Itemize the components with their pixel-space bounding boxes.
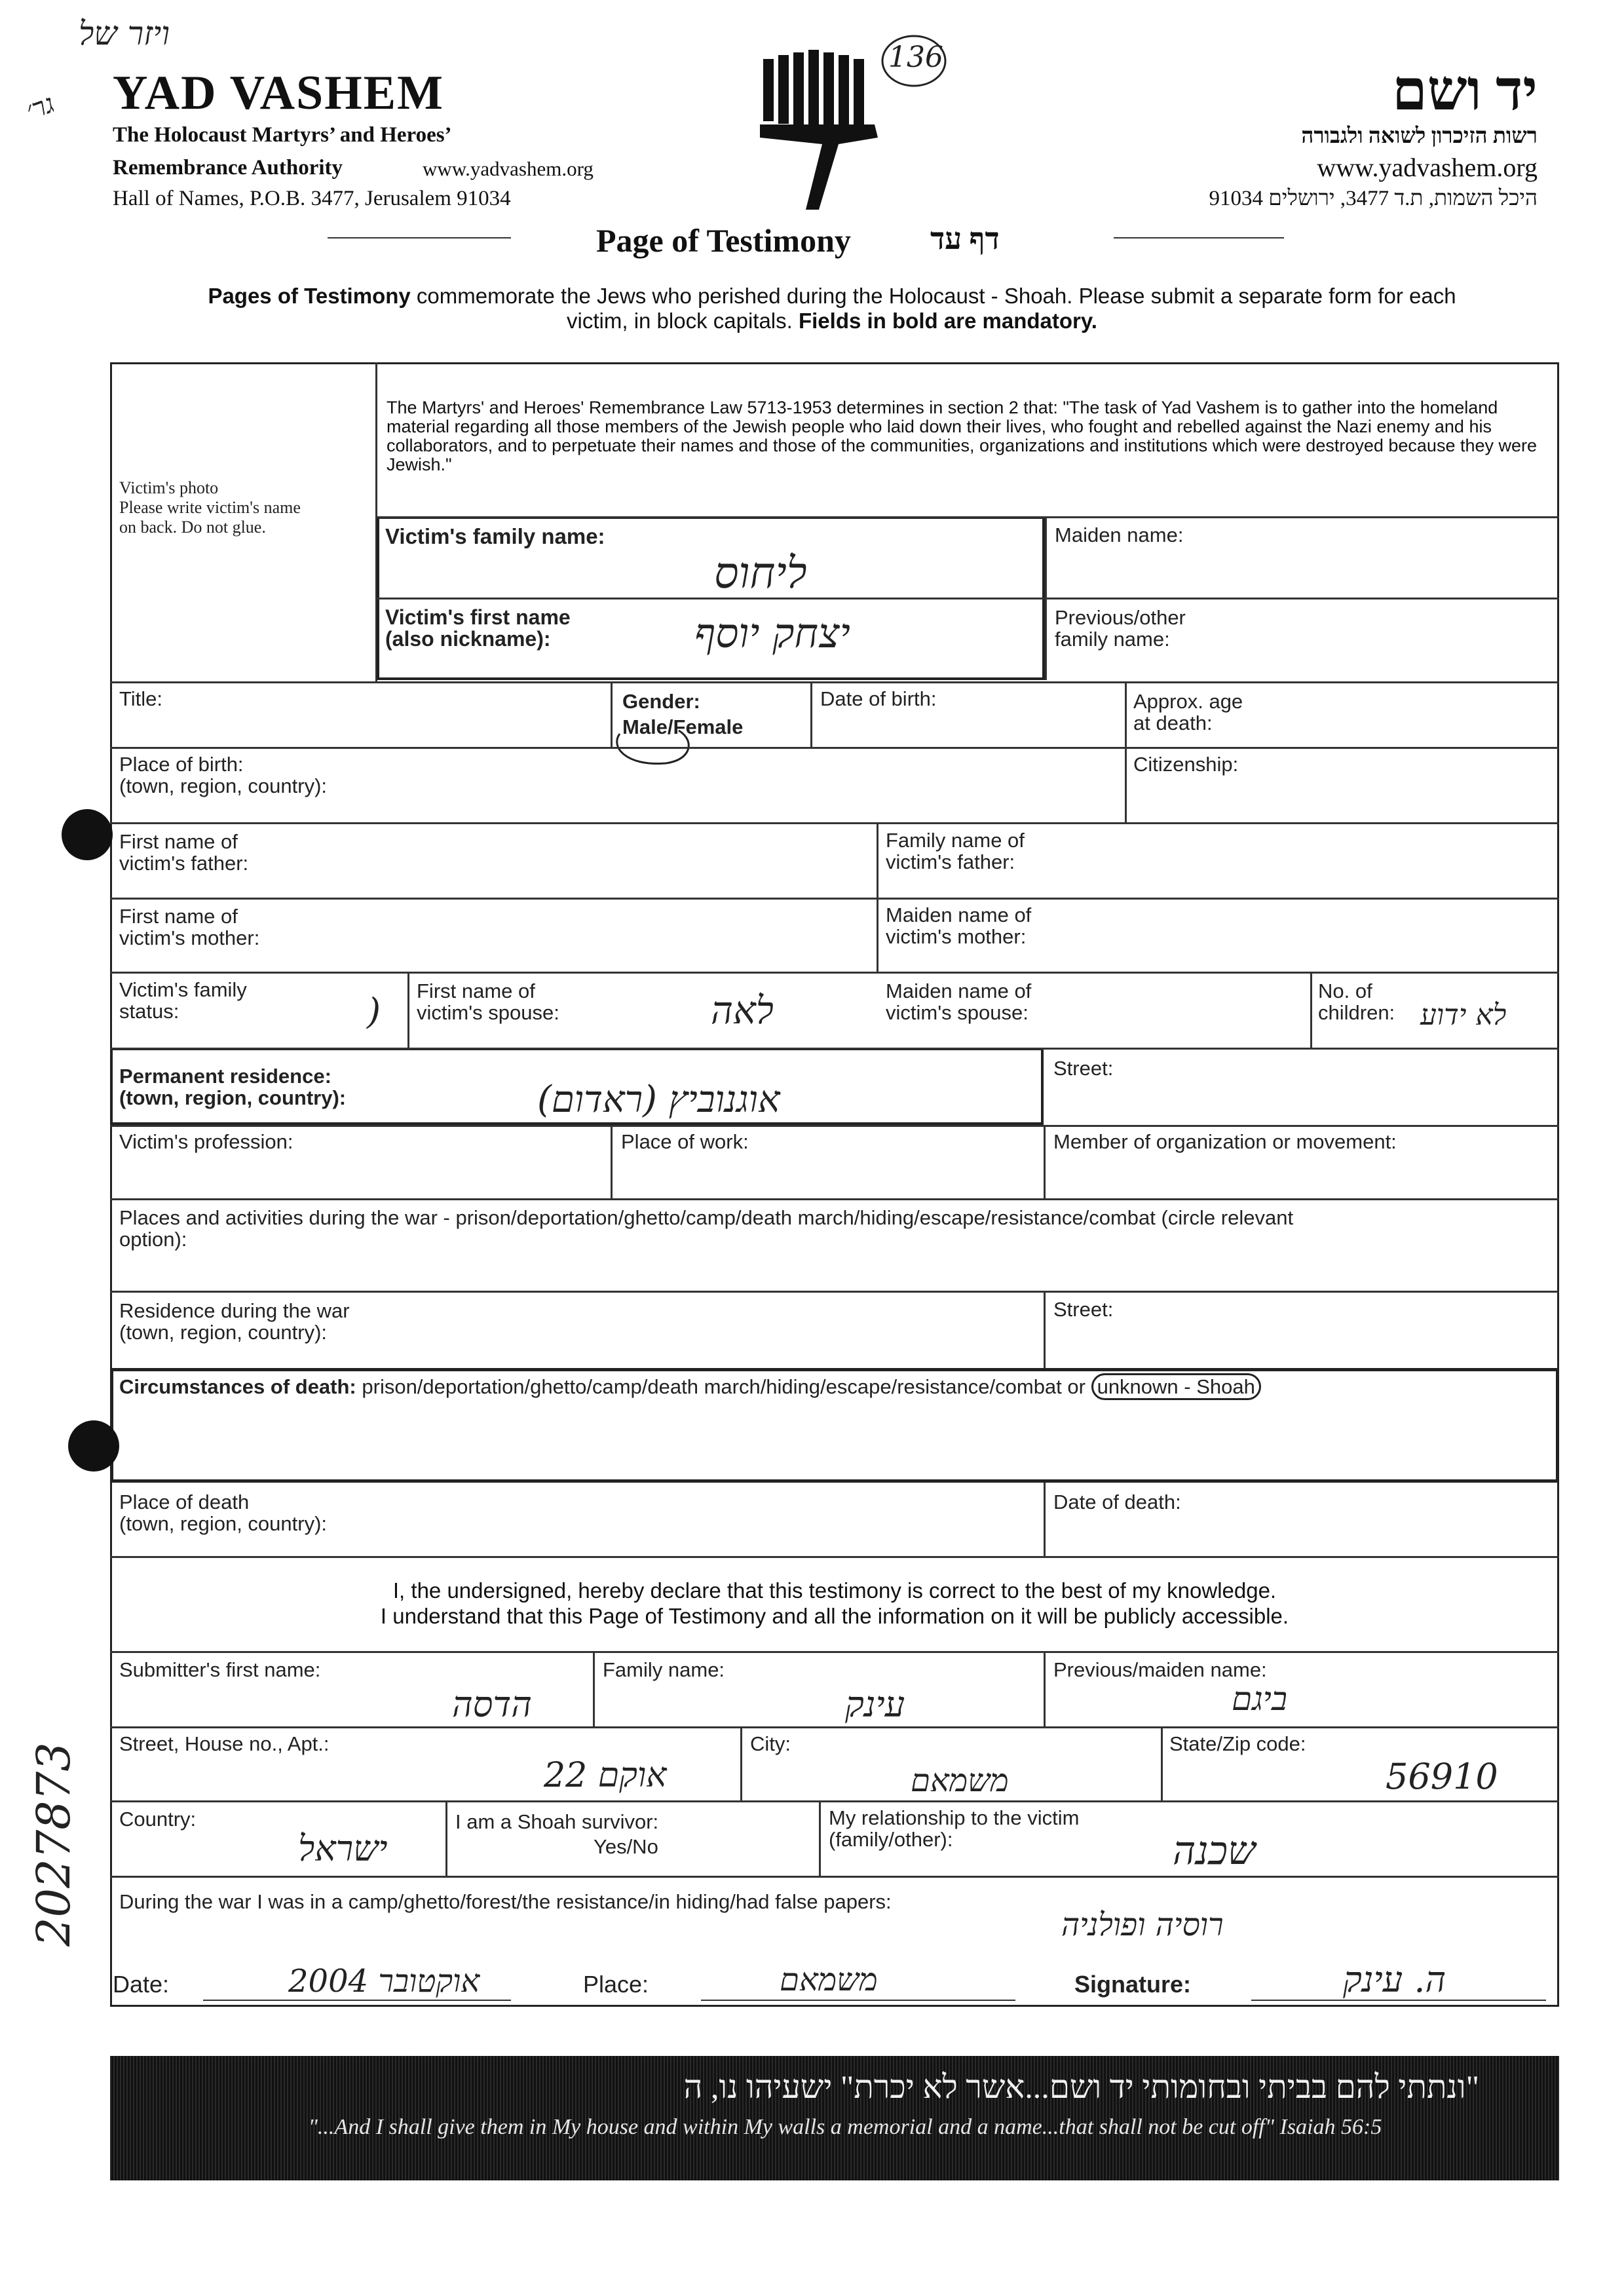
declaration-line2: I understand that this Page of Testimony and all the information on it will be publicly accessible. <box>380 1604 1289 1628</box>
gender-value[interactable]: Male/Female <box>622 715 744 738</box>
circumstances-circled[interactable]: unknown - Shoah <box>1091 1373 1261 1400</box>
place-value[interactable]: משמאם <box>780 1962 878 1998</box>
activities-label: Places and activities during the war - prison/deportation/ghetto/camp/death march/hiding/escape/resistance/combat (circle relevant option): <box>119 1206 1294 1251</box>
war-street-label: Street: <box>1053 1298 1114 1321</box>
org-name-en: YAD VASHEM <box>113 66 444 120</box>
residence-label: Permanent residence: (town, region, country): <box>119 1065 347 1109</box>
declaration-line1: I, the undersigned, hereby declare that this testimony is correct to the best of my knowledge. <box>392 1578 1277 1603</box>
submitter-first-label: Submitter's first name: <box>119 1658 321 1681</box>
first-name-label: Victim's first name (also nickname): <box>385 605 571 651</box>
mother-first-label: First name of victim's mother: <box>119 905 260 949</box>
children-value[interactable]: לא ידוע <box>1420 998 1507 1032</box>
relationship-value[interactable]: שכנה <box>1173 1828 1256 1874</box>
intro-text <box>118 284 1546 333</box>
footer-english-quote: "...And I shall give them in My house and within My walls a memorial and a name...that shall not be cut off" Isaiah 56:5 <box>308 2115 1382 2139</box>
during-war-label: During the war I was in a camp/ghetto/forest/the resistance/in hiding/had false papers: <box>119 1890 892 1913</box>
spouse-first-label: First name of victim's spouse: <box>417 979 559 1024</box>
age-label: Approx. age at death: <box>1133 690 1243 734</box>
gender-circle-mark <box>607 708 698 770</box>
org-line1-en: The Holocaust Martyrs’ and Heroes’ <box>113 123 452 147</box>
circumstances-rest: prison/deportation/ghetto/camp/death march/hiding/escape/resistance/combat or <box>356 1375 1091 1398</box>
page-number: 136 <box>888 41 943 74</box>
binder-hole-top <box>62 809 113 860</box>
citizenship-label: Citizenship: <box>1133 753 1239 776</box>
maiden-name-label: Maiden name: <box>1055 523 1184 546</box>
org-line2-en: Remembrance Authority <box>113 156 343 180</box>
date-label: Date: <box>113 1971 170 1998</box>
org-name-he: יד ושם <box>1392 59 1538 122</box>
intro-bold-2: Fields in bold are mandatory. <box>798 309 1097 333</box>
first-name-value[interactable]: יצחק יוסף <box>694 609 850 657</box>
war-residence-label: Residence during the war (town, region, country): <box>119 1299 350 1344</box>
page-title-he: דף עד <box>930 222 1000 256</box>
spouse-first-value[interactable]: לאה <box>711 988 774 1033</box>
website-right: www.yadvashem.org <box>1317 153 1538 182</box>
previous-name-label: Previous/other family name: <box>1055 606 1186 651</box>
family-name-label: Victim's family name: <box>385 524 605 548</box>
submitter-country-value[interactable]: ישראל <box>298 1828 388 1869</box>
header-rule-left <box>328 237 511 238</box>
header-rule-right <box>1114 237 1284 238</box>
photo-note: Victim's photo Please write victim's name on back. Do not glue. <box>119 478 301 537</box>
submitter-zip-label: State/Zip code: <box>1169 1732 1306 1755</box>
mother-maiden-label: Maiden name of victim's mother: <box>886 903 1032 948</box>
law-text: The Martyrs' and Heroes' Remembrance Law 5713-1953 determines in section 2 that: "The task of Yad Vashem is to gather into the homeland material regarding all those members of the Jewish people who laid down their lives, who fought and rebelled against the Nazi enemy and his collaborators, and to perpetuate their names and those of the communities, organizations and institutions which were destroyed because they were Jewish." <box>387 398 1538 474</box>
submitter-first-value[interactable]: הדסה <box>452 1684 532 1725</box>
member-label: Member of organization or movement: <box>1053 1130 1397 1153</box>
survivor-label: I am a Shoah survivor: <box>455 1810 659 1833</box>
address-he: היכל השמות, ת.ד 3477, ירושלים 91034 <box>1209 187 1538 210</box>
submitter-maiden-value[interactable]: ביגם <box>1232 1680 1287 1718</box>
corner-handwritten-note: ויזר של <box>79 14 170 52</box>
dod-label: Date of death: <box>1053 1491 1181 1513</box>
address-en: Hall of Names, P.O.B. 3477, Jerusalem 91034 <box>113 187 511 210</box>
family-status-label: Victim's family status: <box>119 978 247 1023</box>
submitter-city-value[interactable]: משמאם <box>911 1762 1009 1799</box>
family-status-value[interactable]: ) <box>367 991 381 1032</box>
dob-label: Date of birth: <box>820 687 937 710</box>
title-label: Title: <box>119 687 163 710</box>
father-first-label: First name of victim's father: <box>119 830 249 875</box>
org-line-he: רשות הזיכרון לשואה ולגבורה <box>1301 124 1538 148</box>
submitter-street-value[interactable]: אוקם 22 <box>544 1756 667 1795</box>
date-value[interactable]: אוקטובר 2004 <box>288 1963 480 2000</box>
circumstances-bold: Circumstances of death: <box>119 1375 356 1398</box>
page-title-en: Page of Testimony <box>596 222 851 259</box>
circumstances-label <box>119 1376 1554 1397</box>
spouse-maiden-label: Maiden name of victim's spouse: <box>886 979 1032 1024</box>
submitter-street-label: Street, House no., Apt.: <box>119 1732 330 1755</box>
submitter-family-value[interactable]: עינק <box>845 1684 905 1725</box>
profession-label: Victim's profession: <box>119 1130 293 1153</box>
family-name-value[interactable]: ליחוס <box>714 548 807 598</box>
work-label: Place of work: <box>621 1130 749 1153</box>
left-handwritten-note: גר׳ <box>22 88 58 126</box>
declaration <box>110 1578 1559 1629</box>
pob-label: Place of birth: (town, region, country): <box>119 753 328 797</box>
survivor-value[interactable]: Yes/No <box>594 1835 658 1858</box>
during-war-value[interactable]: רוסיה ופולניה <box>1061 1907 1224 1943</box>
intro-rest-1: commemorate the Jews who perished during the Holocaust - Shoah. Please submit a separate form for each <box>410 284 1456 308</box>
gender-label: Gender: <box>622 690 700 713</box>
website-left: www.yadvashem.org <box>423 157 594 180</box>
submitter-maiden-label: Previous/maiden name: <box>1053 1658 1267 1681</box>
intro-bold-1: Pages of Testimony <box>208 284 411 308</box>
relationship-label: My relationship to the victim (family/other): <box>829 1806 1080 1851</box>
place-label: Place: <box>583 1971 649 1998</box>
submitter-country-label: Country: <box>119 1808 197 1831</box>
children-label: No. of children: <box>1318 979 1395 1024</box>
street-label: Street: <box>1053 1057 1114 1080</box>
submitter-zip-value[interactable]: 56910 <box>1386 1756 1498 1797</box>
signature-value[interactable]: ה. עינק <box>1343 1959 1446 2000</box>
footer-hebrew-quote: "ונתתי להם בביתי ובחומותי יד ושם...אשר לא יכרת" ישעיהו נו, ה <box>683 2068 1479 2105</box>
margin-handwritten-number: 2027873 <box>27 1742 81 1947</box>
submitter-family-label: Family name: <box>603 1658 725 1681</box>
pod-label: Place of death (town, region, country): <box>119 1491 328 1535</box>
father-family-label: Family name of victim's father: <box>886 829 1025 873</box>
signature-label: Signature: <box>1074 1971 1192 1998</box>
residence-value[interactable]: אוגנוביץ (ראדום) <box>537 1078 780 1121</box>
submitter-city-label: City: <box>750 1732 791 1755</box>
intro-rest-2: victim, in block capitals. <box>567 309 799 333</box>
binder-hole-bottom <box>68 1420 119 1472</box>
